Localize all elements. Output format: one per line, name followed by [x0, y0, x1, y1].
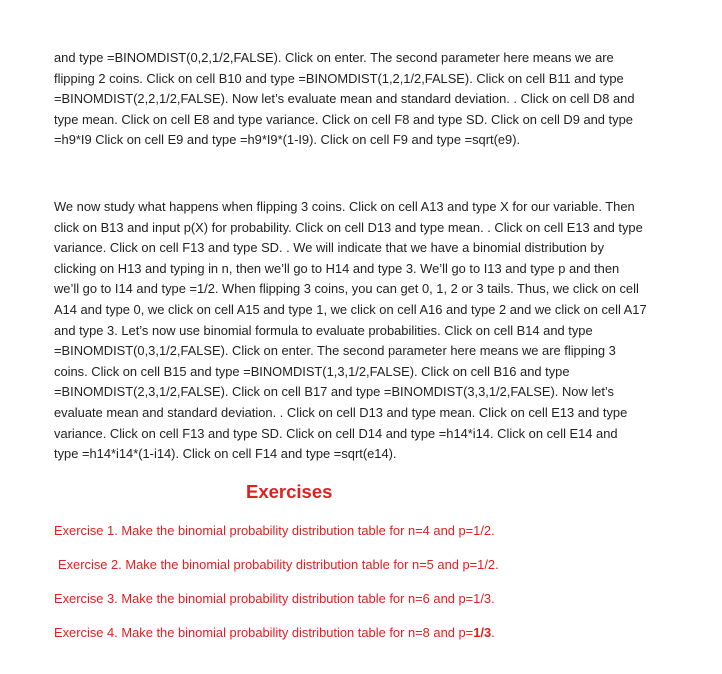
text-line: and type =BINOMDIST(0,2,1/2,FALSE). Click on enter. The second parameter here means we are: [54, 50, 614, 65]
text-line: type =h14*i14*(1-i14). Click on cell F14 and type =sqrt(e14).: [54, 446, 397, 462]
exercise-4-text: Exercise 4. Make the binomial probability distribution table for n=8 and p=: [54, 625, 474, 640]
exercise-4: [54, 624, 495, 642]
text-line: and type 3. Let’s now use binomial formula to evaluate probabilities. Click on cell B14 and type: [54, 322, 593, 338]
text-line: evaluate mean and standard deviation. . Click on cell D13 and type mean. Click on cell E13 and type: [54, 404, 628, 420]
text-line: type mean. Click on cell E8 and type variance. Click on cell F8 and type SD. Click on cell D9 and type: [54, 111, 633, 127]
exercise-3: Exercise 3. Make the binomial probability distribution table for n=6 and p=1/3.: [54, 591, 495, 606]
text-line: clicking on H13 and typing in n, then we’ll go to H14 and type 3. We’ll go to I13 and type p and then: [54, 260, 620, 276]
text-line: flipping 2 coins. Click on cell B10 and type =BINOMDIST(1,2,1/2,FALSE). Click on cell B11 and type: [54, 70, 624, 86]
exercises-heading: Exercises: [246, 481, 333, 502]
text-line: We now study what happens when flipping 3 coins. Click on cell A13 and type X for our variable. Then: [54, 199, 635, 214]
exercise-1: Exercise 1. Make the binomial probability distribution table for n=4 and p=1/2.: [54, 523, 495, 538]
instruction-paragraph-1: [54, 48, 676, 151]
text-line: =h9*I9 Click on cell E9 and type =h9*I9*(1-I9). Click on cell F9 and type =sqrt(e9).: [54, 132, 521, 148]
text-line: variance. Click on cell F13 and type SD. . We will indicate that we have a binomial distribution by: [54, 240, 605, 256]
text-line: =BINOMDIST(2,2,1/2,FALSE). Now let’s evaluate mean and standard deviation. . Click on cell D8 and: [54, 91, 635, 107]
text-line: A14 and type 0, we click on cell A15 and type 1, we click on cell A16 and type 2 and we click on cell A17: [54, 301, 647, 317]
exercise-4-end: .: [491, 625, 495, 640]
text-line: variance. Click on cell F13 and type SD. Click on cell D14 and type =h14*i14. Click on cell E14 and: [54, 425, 618, 441]
text-line: we’ll go to I14 and type =1/2. When flipping 3 coins, you can get 0, 1, 2 or 3 tails. Thus, we click on cell: [54, 281, 639, 297]
exercise-4-bold-value: 1/3: [473, 625, 492, 640]
text-line: =BINOMDIST(0,3,1/2,FALSE). Click on enter. The second parameter here means we are flipping 3: [54, 343, 616, 359]
instruction-paragraph-2: [54, 197, 676, 465]
text-line: coins. Click on cell B15 and type =BINOMDIST(1,3,1/2,FALSE). Click on cell B16 and type: [54, 363, 570, 379]
exercise-2: Exercise 2. Make the binomial probability distribution table for n=5 and p=1/2.: [58, 557, 499, 572]
text-line: =BINOMDIST(2,3,1/2,FALSE). Click on cell B17 and type =BINOMDIST(3,3,1/2,FALSE). Now let’s: [54, 384, 615, 400]
text-line: click on B13 and input p(X) for probability. Click on cell D13 and type mean. . Click on cell E13 and type: [54, 219, 643, 235]
